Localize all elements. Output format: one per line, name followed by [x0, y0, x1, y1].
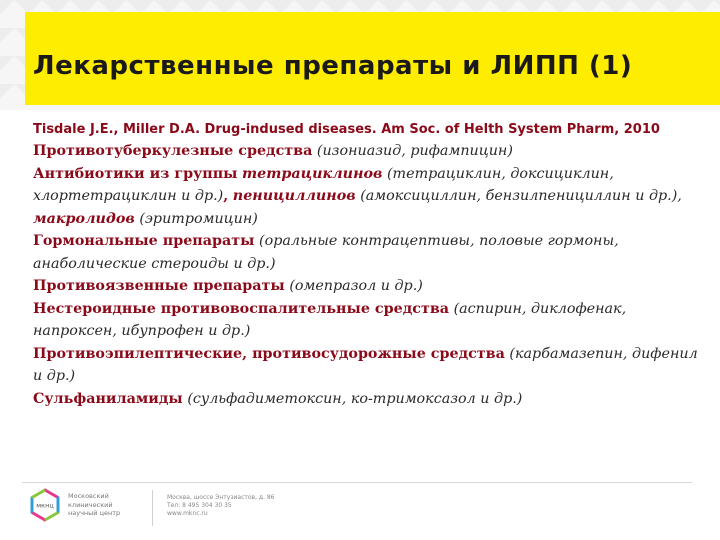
separator: ,: [223, 188, 229, 204]
category-label: Противоязвенные препараты: [33, 278, 285, 294]
citation: Tisdale J.E., Miller D.A. Drug-indused diseases. Am Soc. of Helth System Pharm, 2010: [33, 122, 660, 137]
examples: (омепразол и др.): [289, 278, 423, 294]
phone-text: Тел: 8 495 304 30 35: [167, 502, 232, 509]
subgroup-label: тетрациклинов: [242, 165, 383, 182]
list-item: [33, 388, 705, 411]
category-label: Противоэпилептические, противосудорожные средства: [33, 345, 505, 362]
list-item: [33, 163, 705, 231]
examples: (эритромицин): [139, 210, 258, 227]
category-label: Нестероидные противовоспалительные средства: [33, 300, 450, 317]
examples: (сульфадиметоксин, ко-тримоксазол и др.): [187, 390, 523, 407]
drug-list: [33, 140, 705, 410]
category-label: Гормональные препараты: [33, 233, 255, 249]
list-item: [33, 230, 705, 275]
org-line: клинический: [68, 500, 113, 509]
list-item: [33, 275, 705, 298]
examples: (аспирин, диклофенак, напроксен, ибупрофен и др.): [33, 300, 627, 339]
footer-divider-line: [22, 482, 692, 483]
slide-title: Лекарственные препараты и ЛИПП (1): [33, 51, 633, 81]
org-line: Московский: [68, 492, 109, 500]
list-item: [33, 298, 705, 343]
list-item: [33, 343, 705, 388]
org-line: научный центр: [68, 509, 121, 517]
footer-vertical-divider: [152, 490, 153, 526]
subgroup-label: макролидов: [33, 210, 135, 227]
hexagon-logo-icon: [28, 488, 62, 522]
logo-abbr: мкнц: [36, 501, 54, 510]
category-label: Противотуберкулезные средства: [33, 143, 313, 159]
category-label: Сульфаниламиды: [33, 390, 183, 407]
website-text: www.mknc.ru: [167, 510, 208, 517]
subgroup-label: пенициллинов: [232, 188, 356, 204]
examples: (тетрациклин, доксициклин, хлортетрациклин и др.): [33, 165, 614, 204]
examples: (изониазид, рифампицин): [316, 143, 513, 159]
category-label: Антибиотики из группы: [33, 165, 238, 182]
contact-info: [167, 494, 275, 518]
list-item: [33, 140, 705, 163]
examples: (амоксициллин, бензилпенициллин и др.),: [360, 188, 682, 204]
examples: (карбамазепин, дифенил и др.): [33, 345, 698, 384]
org-name: [68, 492, 120, 518]
address-text: Москва, шоссе Энтузиастов, д. 86: [167, 494, 275, 501]
examples: (оральные контрацептивы, половые гормоны, анаболические стероиды и др.): [33, 233, 619, 272]
